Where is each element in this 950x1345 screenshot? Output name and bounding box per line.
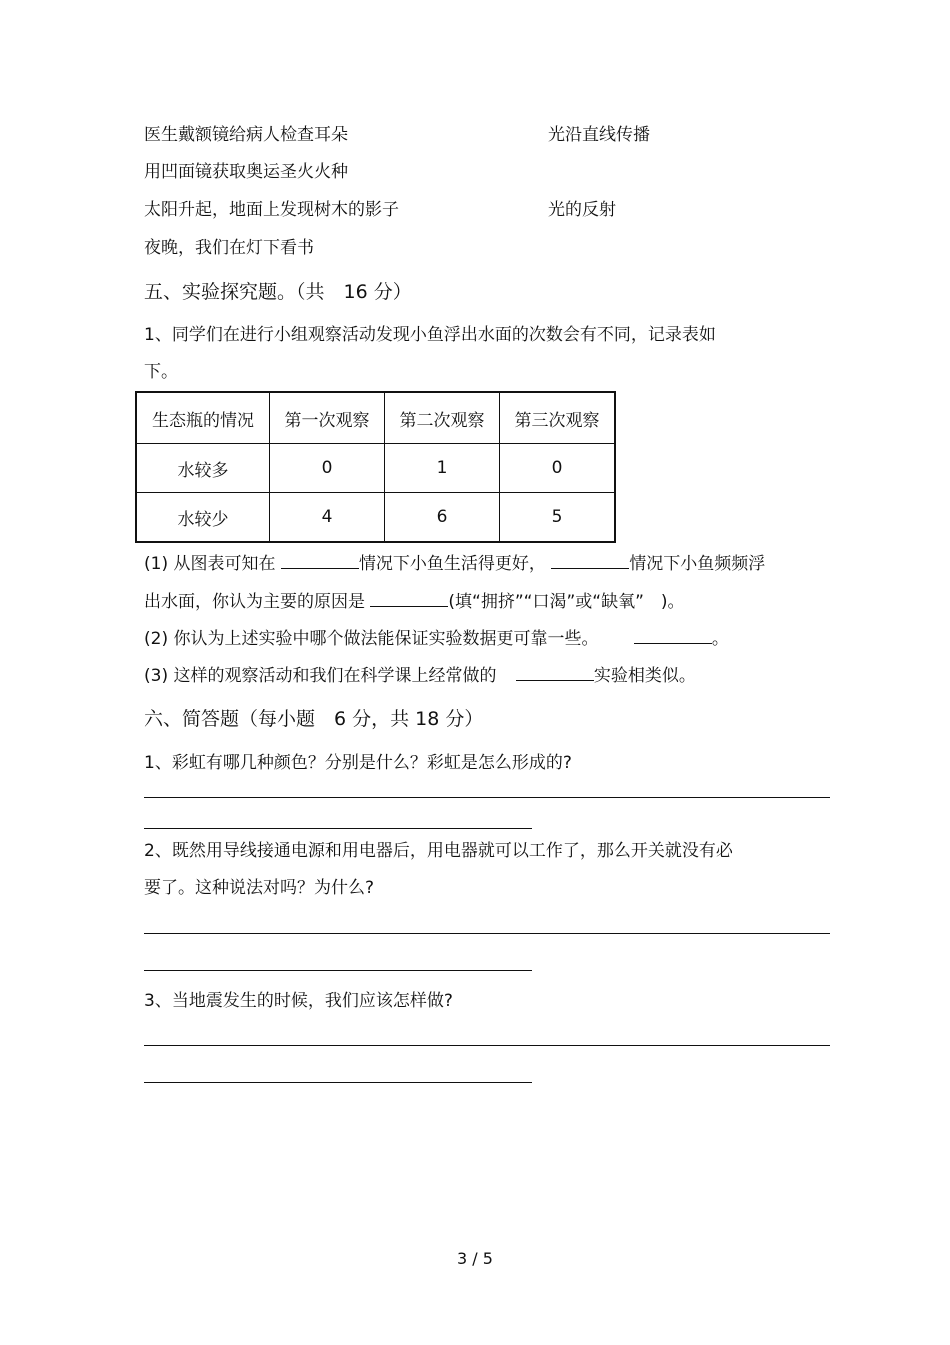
- table-cell: 0: [270, 444, 385, 493]
- section6-q1: 1、彩虹有哪几种颜色？分别是什么？彩虹是怎么形成的?: [144, 753, 572, 773]
- table-cell: 6: [385, 493, 500, 543]
- answer-line[interactable]: [144, 933, 830, 934]
- section5-q1-line2: 下。: [144, 362, 178, 382]
- table-row: [136, 493, 615, 543]
- sub-question-1-line2: [144, 590, 685, 613]
- sub2-text-a: (2) 你认为上述实验中哪个做法能保证实验数据更可靠一些。: [144, 629, 599, 649]
- match-left-3: 太阳升起，地面上发现树木的影子: [144, 200, 399, 220]
- sub-question-2: [144, 627, 729, 650]
- section6-q3: 3、当地震发生的时候，我们应该怎样做?: [144, 991, 453, 1011]
- section5-q1-line1: 1、同学们在进行小组观察活动发现小鱼浮出水面的次数会有不同，记录表如: [144, 325, 716, 345]
- sub3-text-b: 实验相类似。: [593, 666, 696, 686]
- section6-heading: 六、简答题（每小题 6 分，共 18 分）: [144, 708, 484, 730]
- sub1-text-a: (1) 从图表可知在: [144, 554, 276, 574]
- table-header-row: [136, 392, 615, 444]
- table-header-cell: 第三次观察: [500, 392, 616, 444]
- table-header-cell: 生态瓶的情况: [136, 392, 270, 444]
- page-number: 3 / 5: [457, 1249, 493, 1268]
- sub-question-3: [144, 664, 696, 687]
- answer-line[interactable]: [144, 797, 830, 798]
- answer-line[interactable]: [144, 1082, 532, 1083]
- table-cell: 1: [385, 444, 500, 493]
- sub1-text-b: 情况下小鱼生活得更好，: [358, 554, 546, 574]
- answer-blank[interactable]: [634, 627, 712, 644]
- section6-q2-line2: 要了。这种说法对吗？为什么?: [144, 878, 375, 898]
- table-cell: 5: [500, 493, 616, 543]
- answer-blank[interactable]: [370, 590, 448, 607]
- table-header-cell: 第一次观察: [270, 392, 385, 444]
- sub3-text-a: (3) 这样的观察活动和我们在科学课上经常做的: [144, 666, 497, 686]
- answer-line[interactable]: [144, 1045, 830, 1046]
- sub-question-1-line1: [144, 552, 765, 575]
- match-left-2: 用凹面镜获取奥运圣火火种: [144, 162, 348, 182]
- answer-line[interactable]: [144, 828, 532, 829]
- match-left-4: 夜晚，我们在灯下看书: [144, 238, 314, 258]
- observation-table: [135, 391, 616, 543]
- table-cell: 4: [270, 493, 385, 543]
- section6-q2-line1: 2、既然用导线接通电源和用电器后，用电器就可以工作了，那么开关就没有必: [144, 841, 733, 861]
- answer-blank[interactable]: [516, 664, 594, 681]
- table-header-cell: 第二次观察: [385, 392, 500, 444]
- match-right-1: 光沿直线传播: [548, 125, 650, 145]
- sub1-text-d: 出水面，你认为主要的原因是: [144, 592, 365, 612]
- answer-blank[interactable]: [551, 552, 629, 569]
- section5-heading: 五、实验探究题。（共 16 分）: [144, 281, 412, 303]
- answer-line[interactable]: [144, 970, 532, 971]
- table-cell: 0: [500, 444, 616, 493]
- table-row: [136, 444, 615, 493]
- match-right-2: 光的反射: [548, 200, 616, 220]
- match-left-1: 医生戴额镜给病人检查耳朵: [144, 125, 348, 145]
- table-cell: 水较多: [136, 444, 270, 493]
- sub1-text-e: (填“拥挤”“口渴”或“缺氧” )。: [448, 592, 685, 612]
- sub2-text-b: 。: [711, 629, 729, 649]
- answer-blank[interactable]: [281, 552, 359, 569]
- sub1-text-c: 情况下小鱼频频浮: [629, 554, 766, 574]
- table-cell: 水较少: [136, 493, 270, 543]
